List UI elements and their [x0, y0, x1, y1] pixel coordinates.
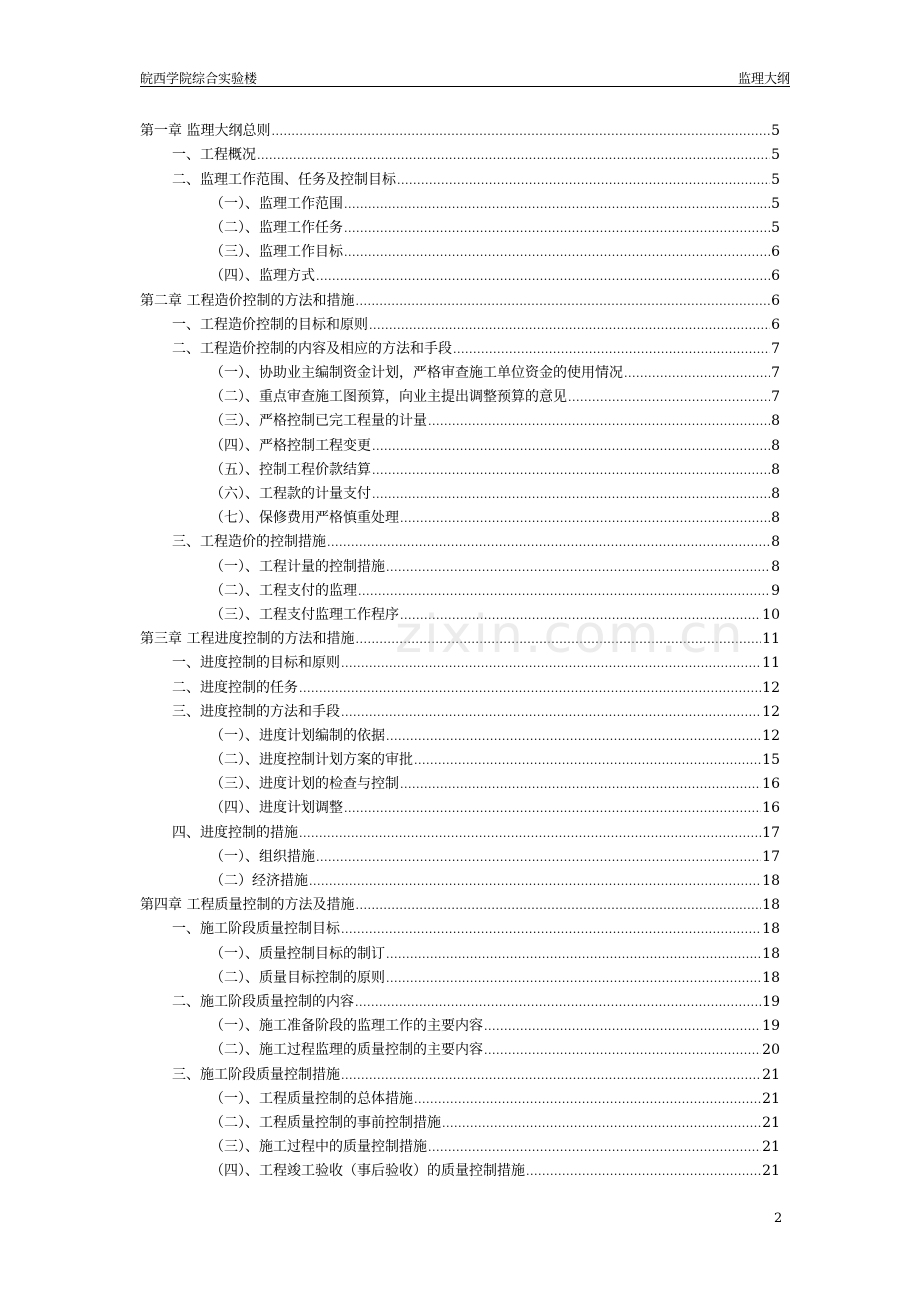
toc-entry[interactable] — [140, 986, 780, 1010]
toc-entry-title: （四）、进度计划调整 — [210, 800, 343, 817]
toc-entry-title: 二、工程造价控制的内容及相应的方法和手段 — [172, 340, 452, 357]
toc-entry-title: 二、施工阶段质量控制的内容 — [172, 993, 354, 1010]
toc-entry[interactable] — [140, 816, 780, 840]
toc-entry-page: 11 — [762, 655, 780, 672]
toc-entry-page: 18 — [762, 873, 780, 889]
toc-entry[interactable] — [140, 792, 780, 816]
toc-entry[interactable] — [140, 623, 780, 647]
toc-entry-title: （一）、质量控制目标的制订 — [210, 945, 385, 962]
toc-entry[interactable] — [140, 1083, 780, 1107]
toc-leader-dots — [400, 512, 770, 526]
toc-leader-dots — [568, 391, 770, 405]
toc-entry-page: 8 — [771, 437, 780, 454]
toc-entry-page: 18 — [762, 969, 780, 986]
toc-leader-dots — [386, 972, 761, 986]
toc-entry[interactable] — [140, 1155, 780, 1179]
toc-entry-page: 21 — [762, 1163, 780, 1180]
toc-entry[interactable] — [140, 1034, 780, 1058]
toc-entry[interactable] — [140, 309, 780, 333]
toc-entry-page: 7 — [771, 340, 780, 357]
toc-entry[interactable] — [140, 913, 780, 937]
toc-entry-title: 第四章 工程质量控制的方法及措施 — [140, 897, 355, 914]
toc-entry-title: 四、进度控制的措施 — [172, 824, 298, 841]
toc-leader-dots — [484, 1020, 761, 1034]
table-of-contents — [140, 115, 780, 1179]
toc-leader-dots — [341, 923, 761, 937]
toc-leader-dots — [341, 1069, 761, 1083]
toc-entry[interactable] — [140, 163, 780, 187]
toc-leader-dots — [624, 367, 770, 381]
toc-leader-dots — [484, 1044, 761, 1058]
toc-entry-title: （二）、监理工作任务 — [210, 219, 343, 236]
toc-entry-page: 19 — [762, 1018, 780, 1035]
toc-entry-page: 12 — [762, 727, 780, 744]
toc-entry[interactable] — [140, 599, 780, 623]
toc-entry-page: 5 — [771, 147, 780, 164]
toc-entry-title: （四）、监理方式 — [210, 268, 315, 285]
toc-leader-dots — [327, 536, 770, 550]
toc-leader-dots — [341, 657, 761, 671]
toc-leader-dots — [355, 996, 761, 1010]
toc-leader-dots — [355, 633, 761, 647]
toc-entry-page: 21 — [762, 1139, 780, 1156]
watermark: zixin.com.cn — [395, 605, 745, 665]
toc-leader-dots — [428, 415, 770, 429]
toc-entry-title: （二）、质量目标控制的原则 — [210, 969, 385, 986]
toc-entry[interactable] — [140, 526, 780, 550]
toc-entry-title: （一）、监理工作范围 — [210, 195, 343, 212]
toc-entry[interactable] — [140, 429, 780, 453]
toc-entry[interactable] — [140, 647, 780, 671]
toc-entry[interactable] — [140, 1010, 780, 1034]
toc-entry-title: （三）、监理工作目标 — [210, 244, 343, 261]
toc-leader-dots — [344, 222, 770, 236]
toc-entry[interactable] — [140, 550, 780, 574]
toc-entry-title: 二、进度控制的任务 — [172, 679, 298, 696]
toc-leader-dots — [299, 827, 761, 841]
toc-entry-page: 12 — [762, 703, 780, 720]
toc-leader-dots — [344, 246, 770, 260]
toc-leader-dots — [257, 149, 770, 163]
toc-entry-title: （二）、施工过程监理的质量控制的主要内容 — [210, 1042, 483, 1059]
toc-entry-title: （七）、保修费用严格慎重处理 — [210, 510, 399, 527]
toc-leader-dots — [369, 319, 770, 333]
toc-entry-title: （一）、协助业主编制资金计划，严格审查施工单位资金的使用情况 — [210, 365, 623, 382]
toc-entry[interactable] — [140, 1131, 780, 1155]
toc-leader-dots — [341, 706, 761, 720]
toc-entry[interactable] — [140, 139, 780, 163]
toc-entry-title: （一）、工程计量的控制措施 — [210, 558, 385, 575]
toc-entry-page: 21 — [762, 1114, 780, 1131]
toc-entry-page: 8 — [771, 510, 780, 527]
toc-leader-dots — [414, 754, 761, 768]
toc-entry[interactable] — [140, 333, 780, 357]
toc-entry-page: 6 — [771, 292, 780, 309]
toc-entry-title: 二、监理工作范围、任务及控制目标 — [172, 171, 396, 188]
toc-entry-title: （二）、进度控制计划方案的审批 — [210, 752, 413, 769]
toc-entry-title: 一、工程概况 — [172, 147, 256, 164]
toc-entry-title: （二）、重点审查施工图预算，向业主提出调整预算的意见 — [210, 389, 567, 406]
toc-entry[interactable] — [140, 744, 780, 768]
toc-entry-page: 8 — [771, 486, 780, 502]
toc-entry-page: 17 — [762, 824, 780, 841]
toc-entry-page: 21 — [762, 1066, 780, 1083]
toc-entry[interactable] — [140, 188, 780, 212]
toc-leader-dots — [372, 488, 770, 502]
toc-entry-title: （六）、工程款的计量支付 — [210, 486, 371, 502]
toc-entry-title: 一、工程造价控制的目标和原则 — [172, 316, 368, 333]
toc-entry-title: （一）、进度计划编制的依据 — [210, 727, 385, 744]
toc-entry-page: 8 — [771, 413, 780, 430]
toc-entry[interactable] — [140, 720, 780, 744]
toc-entry-title: （一）、施工准备阶段的监理工作的主要内容 — [210, 1018, 483, 1035]
toc-entry-page: 21 — [762, 1090, 780, 1107]
toc-entry-title: （二）经济措施 — [210, 873, 308, 889]
toc-entry-page: 20 — [762, 1042, 780, 1059]
toc-entry-title: 三、进度控制的方法和手段 — [172, 703, 340, 720]
toc-entry-page: 12 — [762, 679, 780, 696]
toc-entry[interactable] — [140, 478, 780, 502]
toc-entry-page: 6 — [771, 244, 780, 261]
toc-entry-page: 6 — [771, 316, 780, 333]
toc-entry-title: 第二章 工程造价控制的方法和措施 — [140, 292, 355, 309]
toc-entry-title: （二）、工程支付的监理 — [210, 582, 357, 599]
toc-entry-page: 7 — [771, 389, 780, 406]
toc-entry-page: 19 — [762, 993, 780, 1010]
toc-entry[interactable] — [140, 1058, 780, 1082]
toc-leader-dots — [372, 464, 770, 478]
toc-leader-dots — [344, 198, 770, 212]
toc-entry[interactable] — [140, 889, 780, 913]
toc-entry[interactable] — [140, 768, 780, 792]
toc-leader-dots — [428, 1141, 761, 1155]
toc-entry-title: （四）、严格控制工程变更 — [210, 437, 371, 454]
page-number: 2 — [774, 1211, 783, 1226]
toc-entry[interactable] — [140, 454, 780, 478]
toc-entry[interactable] — [140, 671, 780, 695]
toc-leader-dots — [355, 295, 770, 309]
toc-leader-dots — [453, 343, 770, 357]
toc-entry-page: 8 — [771, 461, 780, 478]
toc-leader-dots — [309, 875, 761, 889]
toc-entry-page: 8 — [771, 534, 780, 551]
toc-entry[interactable] — [140, 284, 780, 308]
toc-entry-page: 11 — [762, 631, 780, 648]
toc-entry-page: 16 — [762, 776, 780, 793]
toc-entry[interactable] — [140, 212, 780, 236]
toc-leader-dots — [526, 1165, 761, 1179]
toc-leader-dots — [386, 730, 761, 744]
toc-entry-page: 10 — [762, 606, 780, 623]
toc-leader-dots — [386, 561, 770, 575]
toc-entry-page: 5 — [771, 219, 780, 236]
toc-entry[interactable] — [140, 236, 780, 260]
toc-entry-page: 17 — [762, 848, 780, 865]
toc-entry-title: 一、进度控制的目标和原则 — [172, 655, 340, 672]
toc-entry-page: 18 — [762, 945, 780, 962]
toc-entry[interactable] — [140, 575, 780, 599]
toc-leader-dots — [316, 851, 761, 865]
toc-entry-title: （四）、工程竣工验收（事后验收）的质量控制措施 — [210, 1163, 525, 1180]
toc-entry-page: 9 — [771, 582, 780, 599]
toc-leader-dots — [400, 778, 761, 792]
toc-entry[interactable] — [140, 1107, 780, 1131]
toc-leader-dots — [358, 585, 770, 599]
toc-entry-title: 三、施工阶段质量控制措施 — [172, 1066, 340, 1083]
toc-entry-title: （二）、工程质量控制的事前控制措施 — [210, 1114, 441, 1131]
toc-leader-dots — [316, 270, 770, 284]
toc-entry-title: 第一章 监理大纲总则 — [140, 123, 271, 140]
toc-entry-title: 三、工程造价的控制措施 — [172, 534, 326, 551]
toc-entry[interactable] — [140, 841, 780, 865]
toc-entry[interactable] — [140, 502, 780, 526]
toc-entry[interactable] — [140, 865, 780, 889]
toc-leader-dots — [397, 174, 770, 188]
toc-entry-title: （三）、工程支付监理工作程序 — [210, 606, 399, 623]
toc-entry[interactable] — [140, 405, 780, 429]
toc-leader-dots — [372, 440, 770, 454]
toc-entry[interactable] — [140, 357, 780, 381]
toc-entry-title: （三）、严格控制已完工程量的计量 — [210, 413, 427, 430]
toc-entry-page: 8 — [771, 558, 780, 575]
header-project-name: 皖西学院综合实验楼 — [140, 72, 258, 87]
toc-entry[interactable] — [140, 381, 780, 405]
page-header — [140, 64, 790, 87]
toc-entry[interactable] — [140, 937, 780, 961]
toc-entry-title: 第三章 工程进度控制的方法和措施 — [140, 631, 355, 648]
toc-leader-dots — [299, 682, 761, 696]
toc-entry-title: （五）、控制工程价款结算 — [210, 461, 371, 478]
toc-entry[interactable] — [140, 962, 780, 986]
toc-entry-page: 5 — [771, 195, 780, 212]
toc-entry-page: 5 — [771, 171, 780, 188]
toc-leader-dots — [344, 802, 761, 816]
toc-entry-page: 5 — [771, 123, 780, 140]
toc-entry-title: （三）、施工过程中的质量控制措施 — [210, 1139, 427, 1156]
toc-entry-page: 18 — [762, 897, 780, 914]
header-document-title: 监理大纲 — [737, 72, 790, 87]
toc-entry-title: （三）、进度计划的检查与控制 — [210, 776, 399, 793]
toc-entry[interactable] — [140, 115, 780, 139]
toc-leader-dots — [414, 1093, 761, 1107]
toc-leader-dots — [386, 948, 761, 962]
toc-entry-page: 6 — [771, 268, 780, 285]
toc-entry-page: 15 — [762, 752, 780, 769]
toc-entry-page: 16 — [762, 800, 780, 817]
toc-entry-title: （一）、工程质量控制的总体措施 — [210, 1090, 413, 1107]
toc-leader-dots — [400, 609, 761, 623]
toc-entry-title: （一）、组织措施 — [210, 848, 315, 865]
toc-entry-page: 18 — [762, 921, 780, 938]
toc-entry[interactable] — [140, 260, 780, 284]
toc-entry-page: 7 — [771, 365, 780, 382]
toc-leader-dots — [442, 1117, 761, 1131]
toc-entry[interactable] — [140, 696, 780, 720]
toc-leader-dots — [355, 899, 761, 913]
toc-leader-dots — [271, 125, 770, 139]
toc-entry-title: 一、施工阶段质量控制目标 — [172, 921, 340, 938]
